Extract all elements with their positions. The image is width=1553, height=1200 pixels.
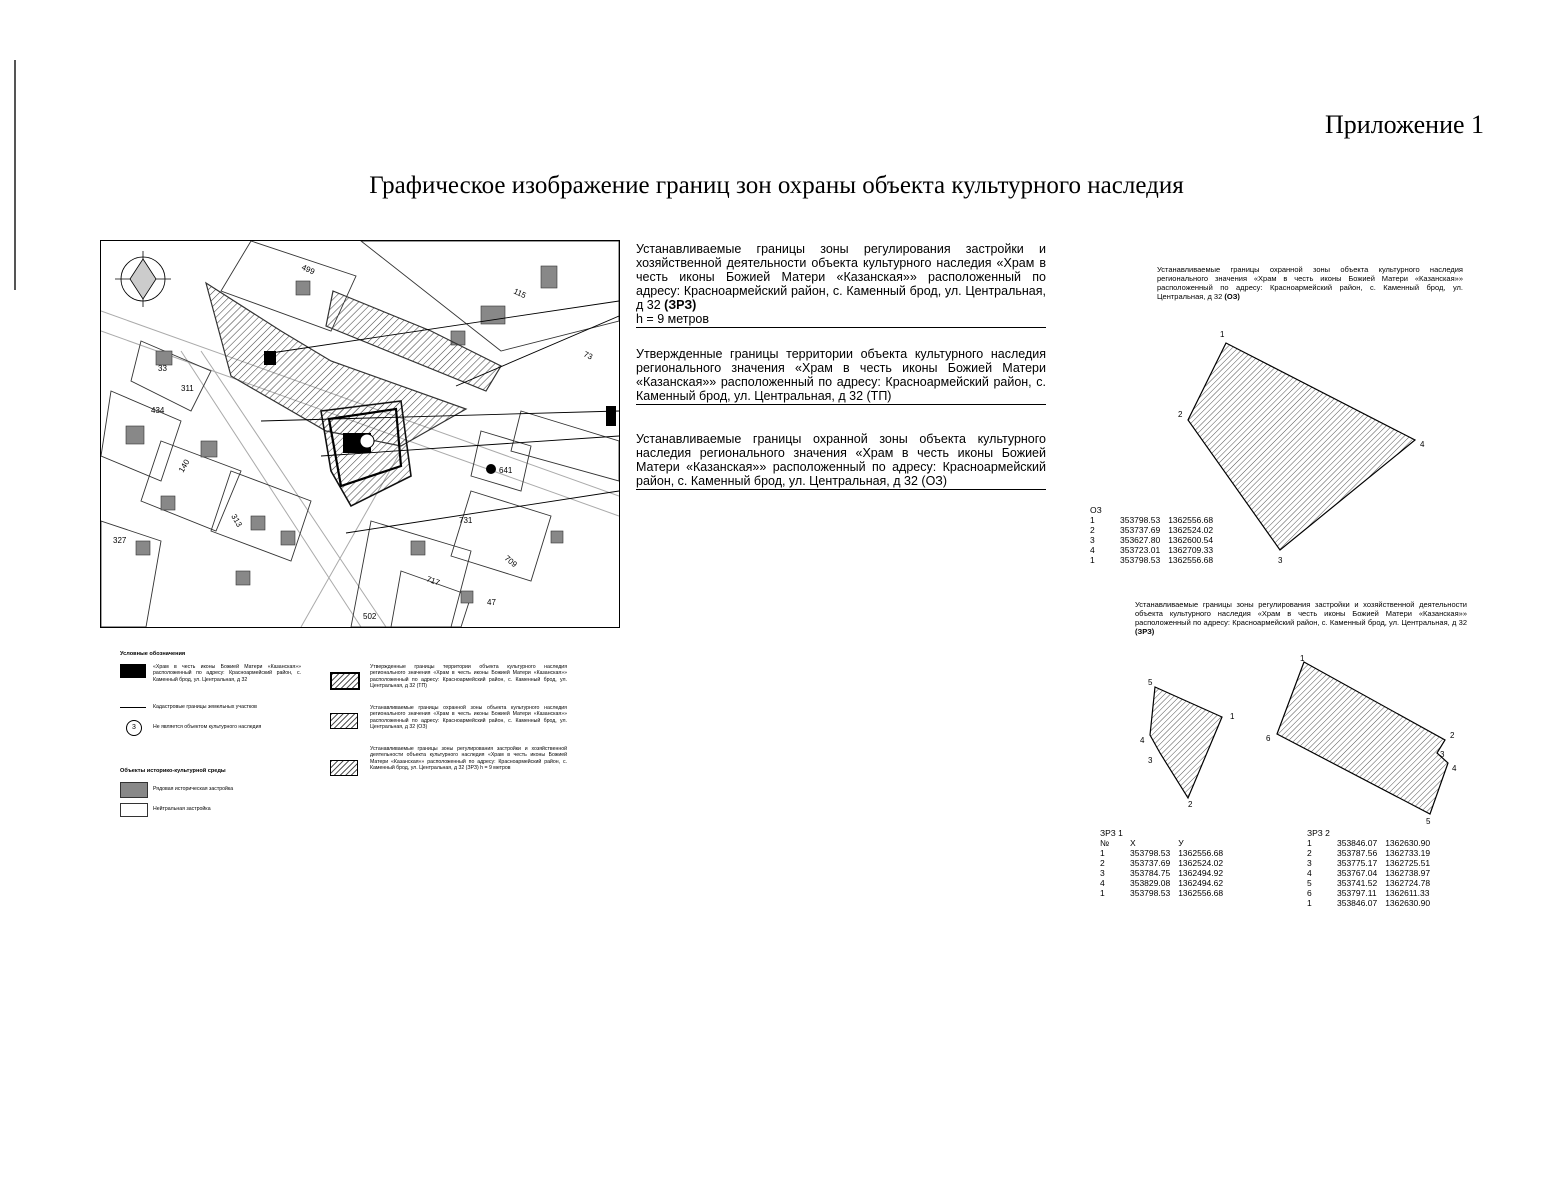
- zrz2-vertex-label: 6: [1266, 734, 1271, 743]
- table-cell: 1362733.19: [1385, 848, 1431, 858]
- table-cell: 3: [1307, 858, 1312, 868]
- legend-object-text: «Храм в честь иконы Божией Матери «Казанская»» расположенный по адресу: Красноармейский район, с. Каменный брод, ул. Центральная, д 32: [153, 664, 301, 683]
- table-cell: 3: [1100, 868, 1105, 878]
- table-cell: 1362494.62: [1178, 878, 1224, 888]
- oz-vertex-label: 1: [1220, 330, 1225, 339]
- table-cell: 1362630.90: [1385, 838, 1431, 848]
- table-cell: 353737.69: [1120, 525, 1161, 535]
- zrz-panel-caption: [1135, 600, 1467, 636]
- legend-historic-title: Объекты историко-культурной среды: [120, 768, 226, 774]
- label-oz: [636, 432, 1046, 490]
- zrz2-vertex-label: 3: [1440, 750, 1445, 759]
- table-cell: 353741.52: [1337, 878, 1378, 888]
- oz-vertex-label: 4: [1420, 440, 1425, 449]
- parcel-number-label: 313: [229, 512, 244, 529]
- legend-tp-text: Утвержденные границы территории объекта культурного наследия регионального значения «Храм в честь иконы Божией Матери «Казанская»» расположенный по адресу: Красноармейский район, с. Каменный брод, ул. Центральная, д 32 (ТП): [370, 664, 567, 690]
- legend-zrz-text: Устанавливаемые границы зоны регулирования застройки и хозяйственной деятельности объекта культурного наследия «Храм в честь иконы Божией Матери «Казанская»» расположенный по адресу: Красноармейский район, с. Каменный брод, ул. Центральная, д 32 (ЗРЗ) h = 9 метров: [370, 746, 567, 772]
- object-marker: [264, 351, 276, 365]
- legend: [120, 651, 570, 657]
- table-cell: 1362556.68: [1178, 888, 1224, 898]
- table-cell: У: [1178, 838, 1184, 848]
- table-cell: 1362725.51: [1385, 858, 1431, 868]
- table-cell: 353787.56: [1337, 848, 1378, 858]
- table-row: [1100, 858, 1231, 868]
- zrz1-vertex-label: 3: [1148, 756, 1153, 765]
- parcel-number-label: 47: [487, 598, 496, 607]
- legend-neutral-swatch: [120, 803, 148, 817]
- table-cell: 353723.01: [1120, 545, 1161, 555]
- table-row: [1090, 515, 1221, 525]
- table-cell: 1: [1307, 898, 1312, 908]
- table-header: [1100, 838, 1231, 848]
- table-cell: 353798.53: [1130, 888, 1171, 898]
- table-cell: Х: [1130, 838, 1136, 848]
- table-row: [1307, 838, 1438, 848]
- legend-cadastral-text: Кадастровые границы земельных участков: [153, 704, 257, 710]
- table-cell: 353846.07: [1337, 838, 1378, 848]
- table-row: [1100, 888, 1231, 898]
- parcel-number-label: 434: [151, 406, 165, 415]
- table-cell: 353846.07: [1337, 898, 1378, 908]
- zrz1-polygon-diagram: [1130, 655, 1250, 810]
- table-cell: 1362556.68: [1168, 515, 1214, 525]
- oz-polygon: [1188, 343, 1415, 550]
- zrz2-polygon: [1277, 662, 1448, 814]
- zrz-caption-text: Устанавливаемые границы зоны регулирования застройки и хозяйственной деятельности объекта культурного наследия «Храм в честь иконы Божией Матери «Казанская»» расположенный по адресу: Красноармейский район, с. Каменный брод, ул. Центральная, д 32: [1135, 600, 1467, 627]
- table-cell: 1362524.02: [1178, 858, 1224, 868]
- zrz1-vertex-label: 2: [1188, 800, 1193, 809]
- parcel-number-label: 327: [113, 536, 127, 545]
- table-row: [1100, 848, 1231, 858]
- table-cell: 353767.04: [1337, 868, 1378, 878]
- zrz1-vertex-label: 1: [1230, 712, 1235, 721]
- table-row: [1307, 888, 1438, 898]
- parcel-number-label: 55: [606, 419, 615, 428]
- oz-vertex-label: 2: [1178, 410, 1183, 419]
- table-cell: 1362630.90: [1385, 898, 1431, 908]
- table-cell: 1: [1307, 838, 1312, 848]
- zrz2-polygon-diagram: [1260, 650, 1470, 825]
- parcel-number-label: 33: [158, 364, 167, 373]
- legend-not-object-text: Не является объектом культурного наследия: [153, 724, 262, 730]
- table-row: [1090, 535, 1221, 545]
- zrz2-vertex-label: 2: [1450, 731, 1455, 740]
- table-cell: 1362611.33: [1385, 888, 1430, 898]
- legend-ordinary-swatch: [120, 782, 148, 798]
- label-oz-text: Устанавливаемые границы охранной зоны объекта культурного наследия регионального значения «Храм в честь иконы Божией Матери «Казанская»» расположенный по адресу: Красноармейский район, с. Каменный брод, ул. Центральная, д 32 (ОЗ): [636, 432, 1046, 488]
- legend-circle-symbol: 3: [126, 720, 142, 736]
- table-cell: 353737.69: [1130, 858, 1171, 868]
- table-cell: 1362600.54: [1168, 535, 1214, 545]
- table-cell: 2: [1307, 848, 1312, 858]
- table-cell: 353784.75: [1130, 868, 1171, 878]
- table-cell: 1: [1100, 888, 1105, 898]
- table-cell: 4: [1090, 545, 1095, 555]
- table-cell: 353798.53: [1130, 848, 1171, 858]
- table-cell: 4: [1307, 868, 1312, 878]
- oz-panel-caption: [1157, 265, 1463, 301]
- page-title: Графическое изображение границ зон охраны объекта культурного наследия: [369, 172, 1184, 199]
- table-row: [1307, 868, 1438, 878]
- parcel-number-label: 709: [502, 553, 519, 570]
- zrz1-vertex-label: 4: [1140, 736, 1145, 745]
- table-cell: 5: [1307, 878, 1312, 888]
- cadastral-map: [100, 240, 620, 628]
- parcel-number-label: 641: [499, 466, 513, 475]
- table-row: [1307, 898, 1438, 908]
- table-cell: 1362724.78: [1385, 878, 1431, 888]
- parcel-number-label: 73: [582, 349, 595, 362]
- table-cell: 353775.17: [1337, 858, 1378, 868]
- zrz2-table-title: ЗРЗ 2: [1307, 828, 1330, 838]
- table-cell: 353798.53: [1120, 515, 1161, 525]
- table-cell: 4: [1100, 878, 1105, 888]
- appendix-label: Приложение 1: [1325, 110, 1485, 139]
- table-row: [1090, 525, 1221, 535]
- table-row: [1100, 868, 1231, 878]
- table-row: [1090, 545, 1221, 555]
- table-cell: 2: [1090, 525, 1095, 535]
- table-cell: 353829.08: [1130, 878, 1171, 888]
- table-cell: №: [1100, 838, 1110, 848]
- label-tp: [636, 347, 1046, 405]
- oz-vertex-label: 3: [1278, 556, 1283, 565]
- label-zrz-text: Устанавливаемые границы зоны регулирования застройки и хозяйственной деятельности объекта культурного наследия «Храм в честь иконы Божией Матери «Казанская»» расположенный по адресу: Красноармейский район, с. Каменный брод, ул. Центральная, д 32: [636, 242, 1046, 312]
- label-zrz-code: (ЗРЗ): [664, 298, 697, 312]
- zrz2-vertex-label: 5: [1426, 817, 1431, 825]
- zrz2-coordinates-table: [1307, 828, 1438, 908]
- table-cell: 3: [1090, 535, 1095, 545]
- parcel-number-label: 502: [363, 612, 377, 621]
- label-zrz-height: h = 9 метров: [636, 312, 1046, 328]
- parcel-number-label: 140: [176, 457, 192, 474]
- table-cell: 1362738.97: [1385, 868, 1431, 878]
- zrz2-vertex-label: 1: [1300, 654, 1305, 663]
- oz-caption-text: Устанавливаемые границы охранной зоны объекта культурного наследия регионального значения «Храм в честь иконы Божией Матери «Казанская»» расположенный по адресу: Красноармейский район, с. Каменный брод, ул. Центральная, д 32: [1157, 265, 1463, 301]
- table-row: [1090, 555, 1221, 565]
- table-cell: 353797.11: [1337, 888, 1377, 898]
- legend-neutral-text: Нейтральная застройка: [153, 806, 211, 812]
- table-cell: 1362556.68: [1168, 555, 1214, 565]
- parcel-number-label: 311: [181, 384, 194, 393]
- parcel-number-label: 731: [459, 516, 473, 525]
- zrz1-vertex-label: 5: [1148, 678, 1153, 687]
- table-cell: 1: [1090, 515, 1095, 525]
- legend-oz-swatch: [330, 713, 358, 729]
- legend-oz-text: Устанавливаемые границы охранной зоны объекта культурного наследия регионального значения «Храм в честь иконы Божией Матери «Казанская»» расположенный по адресу: Красноармейский район, с. Каменный брод, ул. Центральная, д 32 (ОЗ): [370, 705, 567, 731]
- legend-zrz-swatch: [330, 760, 358, 776]
- table-cell: 1: [1090, 555, 1095, 565]
- legend-title: Условные обозначения: [120, 651, 186, 657]
- table-row: [1307, 858, 1438, 868]
- zrz-caption-code: (ЗРЗ): [1135, 627, 1155, 636]
- legend-cadastral-line: [120, 707, 146, 708]
- table-row: [1307, 848, 1438, 858]
- parcel-number-label: 717: [425, 574, 441, 588]
- table-cell: 2: [1100, 858, 1105, 868]
- table-cell: 353798.53: [1120, 555, 1161, 565]
- table-cell: 1362494.92: [1178, 868, 1224, 878]
- table-row: [1100, 878, 1231, 888]
- table-cell: 353627.80: [1120, 535, 1161, 545]
- table-cell: 1362709.33: [1168, 545, 1214, 555]
- parcel-number-label: 499: [300, 262, 317, 277]
- label-zrz: [636, 242, 1046, 328]
- label-tp-text: Утвержденные границы территории объекта культурного наследия регионального значения «Храм в честь иконы Божией Матери «Казанская»» расположенный по адресу: Красноармейский район, с. Каменный брод, ул. Центральная, д 32 (ТП): [636, 347, 1046, 403]
- zrz1-table-title: ЗРЗ 1: [1100, 828, 1123, 838]
- table-row: [1307, 878, 1438, 888]
- table-cell: 6: [1307, 888, 1312, 898]
- zrz2-vertex-label: 4: [1452, 764, 1457, 773]
- legend-object-swatch: [120, 664, 146, 678]
- legend-tp-swatch: [330, 672, 360, 690]
- oz-caption-code: (ОЗ): [1224, 292, 1240, 301]
- zrz1-polygon: [1150, 687, 1222, 798]
- table-cell: 1: [1100, 848, 1105, 858]
- parcel-number-label: 115: [512, 286, 528, 301]
- legend-ordinary-text: Рядовая историческая застройка: [153, 786, 234, 792]
- table-cell: 1362524.02: [1168, 525, 1214, 535]
- table-cell: 1362556.68: [1178, 848, 1224, 858]
- oz-table-title: ОЗ: [1090, 505, 1102, 515]
- zrz1-coordinates-table: [1100, 828, 1231, 898]
- oz-coordinates-table: [1090, 505, 1221, 565]
